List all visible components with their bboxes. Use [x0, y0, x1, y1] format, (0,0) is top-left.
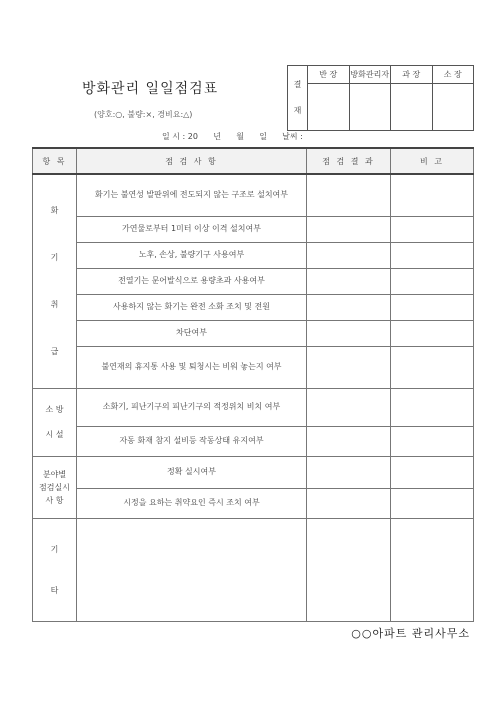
check-item: 가연물로부터 1미터 이상 이격 설치여부 [77, 216, 307, 242]
header-check-result: 점 검 결 과 [307, 148, 391, 174]
header-check-items: 점 검 사 항 [77, 148, 307, 174]
approval-signature-box[interactable] [391, 84, 433, 131]
result-cell[interactable] [307, 174, 391, 216]
category-fire-facilities: 소 방 시 설 [33, 388, 77, 456]
result-cell[interactable] [307, 268, 391, 294]
category-field-inspection: 분야별 점검실시 사 항 [33, 456, 77, 518]
remarks-cell[interactable] [391, 388, 474, 426]
inspection-table [32, 147, 474, 622]
approval-col-director: 소 장 [432, 66, 474, 84]
date-weather-line: 일 시 : 20 년 월 일 날씨 : [162, 132, 303, 141]
approval-signature-box[interactable] [349, 84, 391, 131]
remarks-cell[interactable] [391, 426, 474, 456]
approval-col-fire-manager: 방화관리자 [349, 66, 391, 84]
header-remarks: 비 고 [391, 148, 474, 174]
approval-signature-box[interactable] [432, 84, 474, 131]
check-item: 차단여부 [77, 320, 307, 346]
remarks-cell[interactable] [391, 320, 474, 346]
remarks-cell[interactable] [391, 456, 474, 488]
remarks-cell[interactable] [391, 488, 474, 518]
check-item: 화기는 불연성 발판위에 전도되지 않는 구조로 설치여부 [77, 174, 307, 216]
remarks-cell[interactable] [391, 346, 474, 388]
remarks-cell[interactable] [391, 216, 474, 242]
check-item: 자동 화재 참지 설비등 작동상태 유지여부 [77, 426, 307, 456]
remarks-cell[interactable] [391, 518, 474, 621]
result-cell[interactable] [307, 456, 391, 488]
check-item: 시정을 요하는 취약요인 즉시 조치 여부 [77, 488, 307, 518]
other-notes-cell[interactable] [77, 518, 307, 621]
check-item: 정확 실시여부 [77, 456, 307, 488]
result-legend: (양호:○, 불량:×, 경비요:△) [94, 110, 193, 119]
approval-side-label: 결 재 [288, 66, 308, 131]
category-fire-handling: 화 기 취 급 [33, 174, 77, 388]
result-cell[interactable] [307, 388, 391, 426]
header-category: 항 목 [33, 148, 77, 174]
approval-col-section-chief: 과 장 [391, 66, 433, 84]
remarks-cell[interactable] [391, 174, 474, 216]
remarks-cell[interactable] [391, 294, 474, 320]
category-other: 기 타 [33, 518, 77, 621]
result-cell[interactable] [307, 518, 391, 621]
approval-table [287, 65, 474, 131]
check-item: 소화기, 피난기구의 피난기구의 적정위치 비치 여부 [77, 388, 307, 426]
result-cell[interactable] [307, 242, 391, 268]
remarks-cell[interactable] [391, 242, 474, 268]
document-title: 방화관리 일일점검표 [82, 81, 219, 97]
issuer-footer: ○○아파트 관리사무소 [351, 627, 470, 640]
check-item: 노후, 손상, 불량기구 사용여부 [77, 242, 307, 268]
check-item: 전열기는 문어발식으로 용량초과 사용여부 [77, 268, 307, 294]
check-item: 사용하지 않는 화기는 완전 소화 조치 및 전원 [77, 294, 307, 320]
result-cell[interactable] [307, 426, 391, 456]
approval-signature-box[interactable] [308, 84, 350, 131]
result-cell[interactable] [307, 320, 391, 346]
result-cell[interactable] [307, 346, 391, 388]
check-item: 불연재의 휴지통 사용 및 퇴청시는 비워 놓는지 여부 [77, 346, 307, 388]
approval-col-team-leader: 반 장 [308, 66, 350, 84]
remarks-cell[interactable] [391, 268, 474, 294]
result-cell[interactable] [307, 294, 391, 320]
result-cell[interactable] [307, 216, 391, 242]
result-cell[interactable] [307, 488, 391, 518]
